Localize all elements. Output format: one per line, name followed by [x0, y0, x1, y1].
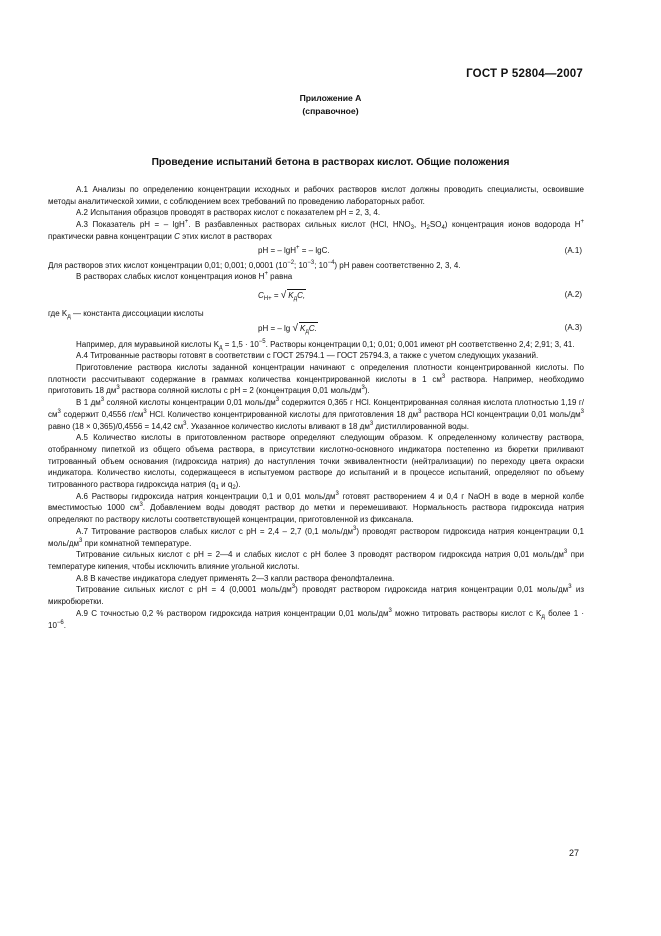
formula-number: (A.3) — [564, 322, 582, 332]
paragraph-a3: А.3 Показатель pH = – lgH+. В разбавленных растворах сильных кислот (HCl, $HNO_3$, $H_2SO_4$) концентрация ионов водорода H+ практически равна концентрации C этих кислот в растворах — [48, 219, 585, 241]
paragraph-a8-strong: Титрование сильных кислот с pH = 4 (0,0001 моль/$дм^3$) проводят раствором гидроксида натрия концентрации 0,01 моль/$дм^3$ из микробюретки. — [48, 584, 584, 607]
paragraph-a1: А.1 Анализы по определению концентрации исходных и рабочих растворов кислот должны проводить специалисты, освоившие методы аналитической химии, с соблюдением всех требований по проведению лабораторных работ. — [48, 185, 584, 206]
formula-a2: $C_{H+}$ = √ $K_дC$, (A.2) — [258, 289, 582, 302]
paragraph-example: Например, для муравьиной кислоты $K_д = 1,5 \cdot 10^{-5}$. Растворы концентрации 0,1; 0,01; 0,001 имеют pH соответственно 2,4; 2,91; 3, 41. — [76, 338, 575, 351]
formula-number: (A.2) — [564, 289, 582, 299]
paragraph-a9: А.9 С точностью 0,2 % раствором гидроксида натрия концентрации 0,01 моль/$дм^3$ можно титровать растворы кислот с $K_д$ более $1 \cdot 10^{-6}$. — [48, 607, 585, 630]
paragraph-a6: А.6 Растворы гидроксида натрия концентрации 0,1 и 0,01 моль/$дм^3$ готовят растворением 4 и 0,4 г NaOH в воде в мерной колбе вместимостью 1000 $см^3$. Добавлением воды доводят раствор до метки и перемешивают. Нормальность раствора гидроксида натрия определяют по раствору кислоты соответствующей концентрации, приготовленной из фиксанала. — [48, 490, 585, 525]
paragraph-a4: А.4 Титрованные растворы готовят в соответствии с ГОСТ 25794.1 — ГОСТ 25794.3, а также с учетом следующих указаний. — [76, 351, 539, 361]
paragraph-a4-prep: Приготовление раствора кислоты заданной концентрации начинают с определения плотности концентрированной кислоты. По плотности рассчитывают содержание в граммах количества концентрированной кислоты в 1 $см^3$ раствора. Например, необходимо приготовить 18 $дм^3$ раствора соляной кислоты с pH = 2 (концентрация 0,01 моль/$дм^3$). — [48, 363, 584, 396]
appendix-type: (справочное) — [302, 106, 359, 116]
paragraph-a5: А.5 Количество кислоты в приготовленном растворе определяют следующим образом. К определенному количеству раствора, отобранному пипеткой из общего объема раствора, в присутствии кислотно-основного индикатора постепенно из бюретки приливают титрованный объем основания (гидроксида натрия) до наступления точки эквивалентности (нейтрализации) по переходу цвета окраски индикатора. Количество кислоты, содержащееся в испытуемом растворе до испытаний и в процессе испытаний, определяют по объему титрованного раствора гидроксида натрия ($q_1$ и $q_2$). — [48, 433, 584, 492]
section-title: Проведение испытаний бетона в растворах кислот. Общие положения — [151, 157, 510, 168]
formula-a3: pH = – lg √ $K_дC$. (A.3) — [258, 322, 582, 335]
paragraph-a7: А.7 Титрование растворов слабых кислот с pH = 2,4 – 2,7 (0,1 моль/$дм^3$) проводят раствором гидроксида натрия концентрации 0,1 моль/$дм^3$ при комнатной температуре. — [48, 525, 584, 548]
document-id: ГОСТ Р 52804—2007 — [466, 68, 583, 80]
appendix-label: Приложение А — [299, 93, 362, 103]
paragraph-a7-strong: Титрование сильных кислот с pH = 2—4 и слабых кислот с pH более 3 проводят раствором гидроксида натрия 0,01 моль/$дм^3$ при температуре кипения, чтобы исключить влияние угольной кислоты. — [48, 549, 584, 571]
paragraph-a8: А.8 В качестве индикатора следует применять 2—3 капли раствора фенолфталеина. — [76, 573, 395, 583]
paragraph-a3-weak: В растворах слабых кислот концентрация ионов H+ равна — [76, 271, 293, 282]
formula-a1: pH = – lgH+ = – lgC. (A.1) — [258, 244, 582, 255]
formula-number: (A.1) — [564, 245, 582, 255]
paragraph-a4-hcl: В 1 $дм^3$ соляной кислоты концентрации 0,01 моль/$дм^3$ содержится 0,365 г HCl. Концентрированная соляная кислота плотностью 1,19 $г/см^3$ содержит 0,4556 $г/см^3$ HCl. Количество концентрированной кислоты для приготовления 18 $дм^3$ раствора HCl концентрации 0,01 моль/$дм^3$ равно (18 × 0,365)/0,4556 = 14,42 $см^3$. Указанное количество кислоты вливают в 18 $дм^3$ дистиллированной воды. — [48, 397, 584, 431]
paragraph-a2: А.2 Испытания образцов проводят в растворах кислот с показателем pH = 2, 3, 4. — [76, 208, 381, 218]
paragraph-kd-def: где $K_д$ — константа диссоциации кислоты — [48, 308, 204, 320]
page-number: 27 — [568, 848, 579, 858]
paragraph-a3-ph: Для растворов этих кислот концентрации 0,01; 0,001; 0,0001 ($10^{-2}$; $10^{-3}$; $10^{-4}$) pH равен соответственно 2, 3, 4. — [48, 259, 461, 270]
body-text — [48, 184, 584, 631]
